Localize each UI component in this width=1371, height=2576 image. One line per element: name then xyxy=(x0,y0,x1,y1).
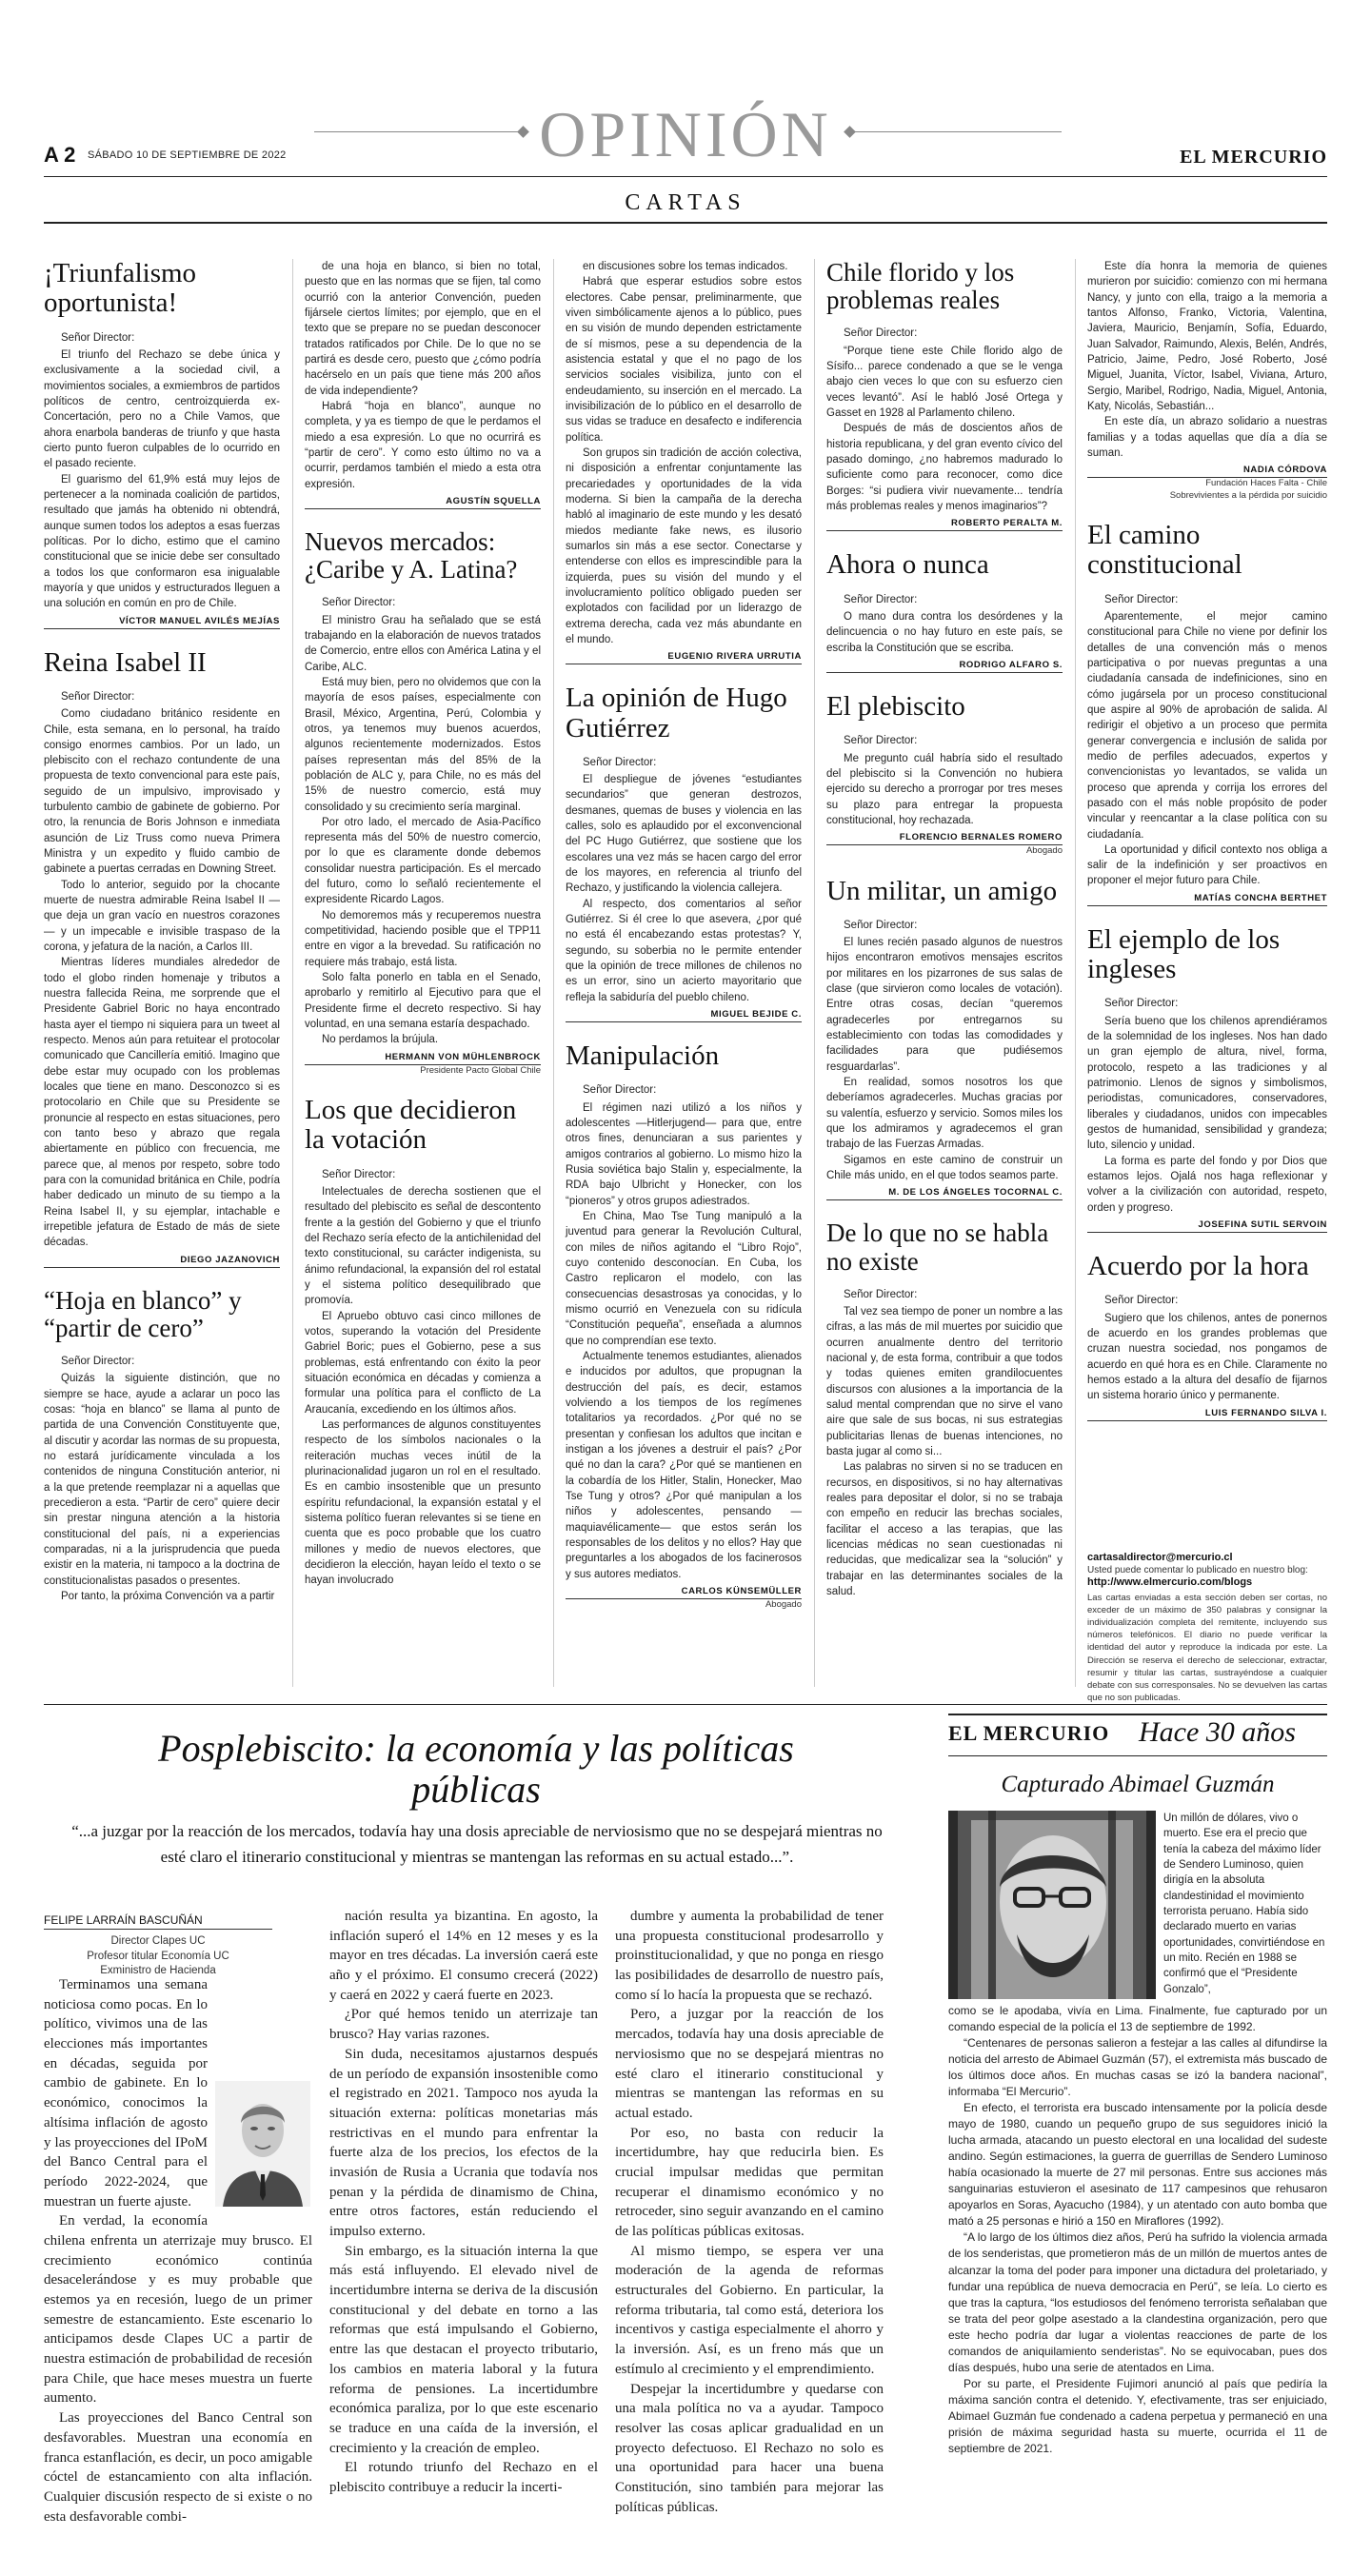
letter-signature: CARLOS KÜNSEMÜLLER xyxy=(566,1586,802,1599)
col-divider xyxy=(292,259,293,1687)
letter-signature-subtitle: Presidente Pacto Global Chile xyxy=(420,1064,541,1076)
letter-paragraph: El Apruebo obtuvo casi cinco millones de votos, superando la votación del Presidente Gabriel Boric; pues el Gobierno, pese a sus problemas, está enfrentando con éxito la peor situación económica en décadas y comienza a formular una política para el conflicto de La Araucanía, excediendo en los últimos años. xyxy=(305,1310,541,1416)
letter-paragraph: En realidad, somos nosotros los que deberíamos agradecerles. Muchas gracias por su valentía, esfuerzo y servicio. Somos miles los que los admiramos y agradecemos el gran trabajo de las Fuerzas Armadas. xyxy=(826,1077,1063,1151)
letter-paragraph: Como ciudadano británico residente en Chile, esta semana, en lo personal, ha traído consigo enormes cambios. Por un lado, un plebiscito con el rechazo contundente de una propuesta de texto convencional para este país, seguido de un impulsivo, improvisado y turbulento cambio de gabinete de gobierno. Por otro, la renuncia de Boris Johnson e inmediata asunción de Liz Truss como nueva Primera Ministra y un expedito y fluido cambio de gabinete a puertas cerradas en Downing Street. xyxy=(44,708,280,876)
letter-title: Reina Isabel II xyxy=(44,646,207,678)
letter-paragraph: en discusiones sobre los temas indicados. xyxy=(583,261,788,272)
column-paragraph: Por eso, no basta con reducir la incertidumbre, hay que reducirla bien. Es crucial impulsar medidas que permitan recuperar el dinamismo económico y no retroceder, sino seguir avanzando en el camino de las políticas públicas exitosas. xyxy=(615,2125,884,2239)
letter-paragraph: En este día, un abrazo solidario a nuestras familias y a todas aquellas que día a día se suman. xyxy=(1087,416,1327,459)
section-title: OPINIÓN xyxy=(539,98,832,170)
letters-column-3 xyxy=(566,259,802,1691)
page-number: A 2 xyxy=(44,143,76,167)
hace30-rule-top xyxy=(948,1714,1327,1715)
column-paragraph: Despejar la incertidumbre y quedarse con una mala política no va a ayudar. Tampoco resolver las cosas aplicar gradualidad en un proyecto defectuoso. El Rechazo no solo es una oportunidad para hacer una buena Constitución, sino también para mejorar las políticas públicas. xyxy=(615,2381,884,2515)
letter-signature: HERMANN VON MÜHLENBROCK xyxy=(305,1052,541,1065)
letter-title: La opinión de Hugo Gutiérrez xyxy=(566,683,787,743)
letter-paragraph: Las palabras no sirven si no se traducen en recursos, en dispositivos, si no hay alternativas reales para depositar el dolor, si no se trabaja con empeño en reducir las brechas sociales, facilitar el acceso a las terapias, que las licencias médicas no sean cuestionadas ni reducidas, que medicalizar sea la “solución” y trabajar en las determinantes sociales de la salud. xyxy=(826,1461,1063,1597)
hace30-paragraph: En efecto, el terrorista era buscado intensamente por la policía desde mayo de 1980, cuando un pequeño grupo de sus seguidores inició la lucha armada, atacando un puesto electoral en una localidad del sudeste andino. Según estimaciones, la guerra de guerrillas de Sendero Luminoso había ocasionado la muerte de 27 mil personas. Entre sus acciones más sanguinarias estuvieron el asesinato de 117 campesinos que rehusaron apoyarlos en Soras, Ayacucho (1984), y un atentado con auto bomba que mató a 25 personas e hirió a 150 en Miraflores (1992). xyxy=(948,2101,1327,2229)
page-date: SÁBADO 10 DE SEPTIEMBRE DE 2022 xyxy=(88,149,287,161)
letter-salutation: Señor Director: xyxy=(844,735,918,747)
letter-paragraph: En China, Mao Tse Tung manipuló a la juventud para generar la Revolución Cultural, con miles de niños agitando el “Libro Rojo”, cuyo contenido desconocían. En Cuba, los Castro replicaron el modelo, con las consecuencias desastrosas ya conocidas, y lo mismo ocurrió en Venezuela con su ridícula “Constitución pequeña”, enseñada a alumnos que no comprendían ese texto. xyxy=(566,1211,802,1347)
letter-salutation: Señor Director: xyxy=(844,919,918,931)
hace30-paragraph: “Centenares de personas salieron a festejar a las calles al difundirse la noticia del arresto de Abimael Guzmán (57), el extremista más buscado de los últimos doce años. En muchas casas se izó la bandera nacional”, informaba “El Mercurio”. xyxy=(948,2036,1327,2099)
letter xyxy=(44,1287,280,1605)
letter-signature: EUGENIO RIVERA URRUTIA xyxy=(566,651,802,664)
header-right-line xyxy=(852,131,1062,132)
letter-paragraph: Al respecto, dos comentarios al señor Gutiérrez. Si él cree lo que asevera, ¿por qué no está él encabezando estas protestas? Y, segundo, su soberbia no le permite entender que la opinión de trece millones de chilenos no es un error, sino un acierto mayoritario que refleja la sabiduría del pueblo chileno. xyxy=(566,898,802,1003)
author-role-2: Profesor titular Economía UC xyxy=(87,1950,229,1962)
letter xyxy=(826,877,1063,1201)
letter-paragraph: No perdamos la brújula. xyxy=(322,1034,439,1046)
letter-salutation: Señor Director: xyxy=(583,756,657,768)
header-left-line xyxy=(314,131,524,132)
letter-paragraph: Quizás la siguiente distinción, que no siempre se hace, ayude a aclarar un poco las cosas: “hoja en blanco” se llama al punto de partida de una Convención Constituyente que, al discutir y acordar las normas de su propuesta, no estará jurídicamente vinculada a los contenidos de ninguna Constitución anterior, ni a la que pretende reemplazar ni a aquellas que precedieron a esta. “Partir de cero” quiere decir sin prestar ninguna atención a la historia constitucional del país, ni a experiencias comparadas, ni a la jurisprudencia que pueda existir en la materia, ni tampoco a la doctrina de constitucionalistas pasados o presentes. xyxy=(44,1373,281,1587)
letter-salutation: Señor Director: xyxy=(322,1168,396,1180)
letter-paragraph: de una hoja en blanco, si bien no total, puesto que en las normas que se fijen, tal como ocurrió con la anterior Convención, pueden fijársele ciertos límites; por ejemplo, que en el texto que se prepare no se puedan desconocer tratados ratificados por Chile. De lo que no se partirá es desde cero, puesto que ¿cómo podría hacérselo en un país que tiene más 200 años de vida independiente? xyxy=(305,261,541,397)
col-divider xyxy=(814,259,815,1687)
mailbox-blog-label: Usted puede comentar lo publicado en nuestro blog: xyxy=(1087,1565,1308,1575)
letter xyxy=(826,1219,1063,1599)
letter-paragraph: Intelectuales de derecha sostienen que el resultado del plebiscito es señal de descontento frente a la gestión del Gobierno y que el triunfo del Rechazo sería efecto de la antichilenidad del texto constitucional, su carácter indigenista, su ánimo refundacional, la expansión del rol estatal y el sistema político desequilibrado que promovía. xyxy=(305,1186,541,1307)
letter-title: Chile florido y los problemas reales xyxy=(826,258,1015,315)
letter-signature-subtitle: Abogado xyxy=(765,1598,802,1610)
letter-paragraph: Solo falta ponerlo en tabla en el Senado, aprobarlo y remitirlo al Ejecutivo para que el Presidente firme el decreto respectivo. Si hay voluntad, en una semana estaría despachado. xyxy=(305,972,541,1031)
letters-column-2 xyxy=(305,259,541,1691)
letter-title: El ejemplo de los ingleses xyxy=(1087,923,1281,985)
letter-signature: MATÍAS CONCHA BERTHET xyxy=(1087,893,1327,906)
letter-title: ¡Triunfalismo oportunista! xyxy=(44,258,197,319)
letter-paragraph: Habrá que esperar estudios sobre estos electores. Cabe pensar, preliminarmente, que viven simbólicamente ajenos a lo público, pues en su visión de mundo dependen estrictamente de sí mismos, pese a su dependencia de la asistencia estatal y que el no pago de los servicios sociales visibiliza, junto con el endeudamiento, su inserción en el mercado. La invisibilización de lo público en el desarrollo de sus vidas se traduce en desafecto e indiferencia política. xyxy=(566,276,802,444)
letter xyxy=(305,528,541,1077)
letter-paragraph: Las performances de algunos constituyentes respecto de los símbolos nacionales o la reiteración muchas veces inútil de la plurinacionalidad jugaron un rol en el resultado. Es en cambio insostenible que un presunto espíritu refundacional, la expansión estatal y el sistema político fueran relevantes si se tiene en cuenta que es poco probable que los cuatro millones y medio de nuevos electores, que decidieron la elección, hayan leído el texto o se hayan involucrado xyxy=(305,1418,541,1587)
letter-paragraph: Me pregunto cuál habría sido el resultado del plebiscito si la Convención no hubiera ejercido su derecho a prorrogar por tres meses su plazo para entregar la propuesta constitucional, hoy rechazada. xyxy=(826,752,1063,826)
hace30-intro: Un millón de dólares, vivo o muerto. Ese era el precio que tenía la cabeza del máximo líder de Sendero Luminoso, quien dirigía en la absoluta clandestinidad el movimiento terrorista peruano. Había sido declarado muerto en varias oportunidades, convirtiéndose en un mito. Recién en 1988 se confirmó que el “Presidente Gonzalo”, xyxy=(1163,1813,1325,1995)
letter-title: Acuerdo por la hora xyxy=(1087,1251,1309,1282)
letter-paragraph: Sería bueno que los chilenos aprendiéramos de la solemnidad de los ingleses. Nos han dado un gran ejemplo de altura, nivel, forma, protocolo, respeto a las tradiciones y al patrimonio. Llenos de signos y simbolismos, periodistas, comunicadores, conservadores, liberales y ciudadanos, unidos con impecables gestos de humanidad, sensibilidad y grandeza; luto, silencio y unidad. xyxy=(1087,1015,1327,1152)
letter-salutation: Señor Director: xyxy=(583,1084,657,1097)
column-paragraph: dumbre y aumenta la probabilidad de tener una propuesta constitucional prodesarrollo y proinstitucionalidad, y que no ponga en riesgo las posibilidades de desarrollo de nuestro país, como sí lo hacía la propuesta que se rechazó. xyxy=(615,1909,884,2003)
column-paragraph: Sin embargo, es la situación interna la que más está influyendo. El elevado nivel de incertidumbre interna se deriva de la discusión constitucional y del debate en torno a las reformas que está impulsando el Gobierno, entre las que destacan el proyecto tributario, los cambios en materia laboral y la futura reforma de pensiones. La incertidumbre económica paraliza, por lo que este escenario se traduce en una caída de la inversión, el crecimiento y la creación de empleo. xyxy=(329,2243,598,2456)
letter xyxy=(826,550,1063,673)
letter-signature: ROBERTO PERALTA M. xyxy=(826,518,1063,531)
letter-paragraph: La oportunidad y dificil contexto nos obliga a salir de la indefinición y ser proactivos en proponer el mejor futuro para Chile. xyxy=(1087,843,1327,887)
column-pullquote: “...a juzgar por la reacción de los mercados, todavía hay una dosis apreciable de nerviosismo que no se despejará mientras no esté claro el itinerario constitucional y mientras se mantengan las reformas en su actual estado...”. xyxy=(71,1822,883,1867)
letter xyxy=(566,1041,802,1611)
column-paragraph: En verdad, la economía chilena enfrenta un aterrizaje muy brusco. El crecimiento económico continúa desacelerándose y es muy probable que estemos ya en recesión, luego de un primer semestre de estancamiento. Este escenario lo anticipamos desde Clapes UC a partir de nuestra estimación de probabilidad de recesión para Chile, que hace meses muestra un fuerte aumento. xyxy=(44,2213,312,2407)
letter-paragraph: Actualmente tenemos estudiantes, alienados e inducidos por adultos, que propugnan la destrucción del país, es decir, estamos volviendo a los tiempos de los regímenes totalitarios ya recordados. ¿Por qué no se presentan y confiesan los adultos que incitan e instigan a los jóvenes a destruir el país? ¿Por qué no dan la cara? ¿Por qué se mantienen en la cobardía de los Hitler, Stalin, Honecker, Mao Tse Tung y otros? ¿Por qué manipulan a los niños y adolescentes, pensando —maquiavélicamente— que estos serán los responsables de los delitos y no ellos? Hay que preguntarles a los abogados de los facinerosos y sus autores mediatos. xyxy=(566,1350,802,1580)
letters-column-1 xyxy=(44,259,280,1691)
letter xyxy=(1087,521,1327,906)
letters-column-4 xyxy=(826,259,1063,1691)
portrait-float-space xyxy=(213,2080,312,2213)
letter-signature: LUIS FERNANDO SILVA I. xyxy=(1087,1408,1327,1421)
letter-paragraph: O mano dura contra los desórdenes y la delincuencia o no hay futuro en este país, se escriba la Constitución que se escriba. xyxy=(826,610,1063,654)
hace30-paragraph: como se le apodaba, vivía en Lima. Finalmente, fue capturado por un comando especial de la policía el 13 de septiembre de 1992. xyxy=(948,2004,1327,2034)
letter-paragraph: Este día honra la memoria de quienes murieron por suicidio: comienzo con mi hermana Nancy, y junto con ella, traigo a la memoria a tantos Alfonso, Franko, Victoria, Valentina, Javiera, Mauricio, Benjamín, Sofía, Eduardo, Juan Salvador, Raimundo, Alexis, Belén, Andrés, Patricio, Jaime, Pedro, José Roberto, José Miguel, Juanita, Víctor, Isabel, Viviana, Arturo, Sergio, Maribel, Rodrigo, Nadia, Miguel, Antonia, Katy, Nicolás, Sebastián... xyxy=(1087,261,1327,412)
letter-signature-subtitle: Abogado xyxy=(1025,845,1063,857)
letter-signature: M. DE LOS ÁNGELES TOCORNAL C. xyxy=(826,1187,1063,1200)
hace30-paragraph: “A lo largo de los últimos diez años, Perú ha sufrido la violencia armada de los senderistas, que prometieron más de un millón de muertos antes de alcanzar la toma del poder para imponer una dictadura del proletariado, y fundar una república de nueva democracia en Perú”, se leía. Lo cierto es que tras la captura, “los estudiosos del fenómeno terrorista señalaban que se trata del peor golpe asestado a la clandestina organización, pero que este hecho podría dar lugar a violentas reacciones de parte de los comandos de aniquilamiento senderistas”. No se equivocaban, pues dos días después, hubo una serie de atentados en Lima. xyxy=(948,2230,1327,2374)
mailbox-email[interactable]: cartasaldirector@mercurio.cl xyxy=(1087,1552,1233,1563)
letter-salutation: Señor Director: xyxy=(1104,1295,1179,1307)
section-rule xyxy=(44,1704,1327,1705)
letter-salutation: Señor Director: xyxy=(61,690,135,703)
letter-salutation: Señor Director: xyxy=(61,1355,135,1367)
column-author-box xyxy=(44,1913,272,1979)
letter-title: De lo que no se habla no existe xyxy=(826,1219,1049,1276)
letter-paragraph: Sigamos en este camino de construir un Chile más unido, en el que todos seamos parte. xyxy=(826,1154,1063,1182)
header-rule xyxy=(44,176,1327,177)
column-paragraph: nación resulta ya bizantina. En agosto, la inflación superó el 14% en 12 meses y es la mayor en tres décadas. La inversión caerá este año y el próximo. El consumo crecerá (2022) y caerá en 2022 y caerá fuerte en 2023. xyxy=(329,1909,598,2003)
mailbox-rules: Las cartas enviadas a esta sección deben ser cortas, no exceder de un máximo de 350 palabras y consignar la individualización completa del remitente, incluyendo sus números telefónicos. El diario no puede verificar la identidad del autor y reproduce la indicada por este. La Dirección se reserva el derecho de seleccionar, extractar, resumir y titular las cartas, sustrayéndose a cualquier debate con sus corresponsales. No se devuelven las cartas que no son publicadas. xyxy=(1087,1593,1327,1703)
brand-logo: EL MERCURIO xyxy=(1180,147,1327,168)
letter-title: Manipulación xyxy=(566,1040,720,1072)
letter-title: Los que decidieron la votación xyxy=(305,1095,517,1156)
letter xyxy=(305,259,541,509)
letter-salutation: Señor Director: xyxy=(844,593,918,605)
letter-paragraph: “Porque tiene este Chile florido algo de Sísifo... parece condenado a que se le venga abajo cien veces lo que con su esfuerzo cien veces levantó”. Así le habló José Ortega y Gasset en 1928 al Parlamento chileno. xyxy=(826,345,1063,419)
letter-signature: AGUSTÍN SQUELLA xyxy=(305,496,541,509)
letter-salutation: Señor Director: xyxy=(844,327,918,340)
letter-paragraph: El triunfo del Rechazo se debe única y exclusivamente a la sociedad civil, a movimientos sociales, a exmiembros de partidos políticos de centro, centroizquierda ex-Concertación, pero no a Chile Vamos, que ahora enarbola banderas de triunfo y que hasta cierto punto fueron culpables de lo ocurrido en el pasado reciente. xyxy=(44,348,280,470)
letter-salutation: Señor Director: xyxy=(322,597,396,609)
letter-title: Ahora o nunca xyxy=(826,549,989,581)
letter xyxy=(1087,1252,1327,1421)
column-paragraph: Sin duda, necesitamos ajustarnos después de un período de expansión insostenible como el registrado en 2021. Tampoco nos ayuda la situación externa: políticas monetarias más restrictivas en el mundo para enfrentar la fuerte alza de los precios, los efectos de la invasión de Rusia a Ucrania que todavía nos penan y la pérdida de dinamismo de China, entre otros factores, están reduciendo el impulso externo. xyxy=(329,2046,598,2239)
cartas-rule xyxy=(44,222,1327,224)
column-title: Posplebiscito: la economía y las políticas públicas xyxy=(158,1727,794,1812)
letter-signature: FLORENCIO BERNALES ROMERO xyxy=(826,832,1063,845)
letter-signature: RODRIGO ALFARO S. xyxy=(826,660,1063,673)
hace30-paragraph: Por su parte, el Presidente Fujimori anunció al país que pediría la máxima sanción contra el detenido. Y, efectivamente, tras ser enjuiciado, Abimael Guzmán fue condenado a cadena perpetua y permaneció en una prisión de máxima seguridad hasta su muerte, ocurrida el 11 de septiembre de 2021. xyxy=(948,2376,1327,2455)
letter-paragraph: El despliegue de jóvenes “estudiantes secundarios” que generan destrozos, desmanes, quemas de buses y violencia en las calles, solo es aplaudido por el exconvencional del PC Hugo Gutiérrez, que sostiene que los escolares una vez más se hacen cargo del error de los mayores, en referencia al triunfo del Rechazo, y justificando la violencia callejera. xyxy=(566,774,802,895)
author-role-1: Director Clapes UC xyxy=(110,1935,206,1947)
column-paragraph: Al mismo tiempo, se espera ver una moderación de la agenda de reformas estructurales del Gobierno. En particular, la reforma tributaria, tal como está, deteriora los incentivos y castiga especialmente el ahorro y la inversión. Así, es un freno más que un estímulo al crecimiento y el emprendimiento. xyxy=(615,2243,884,2377)
letter-signature: VÍCTOR MANUEL AVILÉS MEJÍAS xyxy=(44,616,280,629)
col-divider xyxy=(1075,259,1076,1687)
letter xyxy=(826,259,1063,531)
hace30-rule-bottom xyxy=(948,1755,1327,1756)
column-text-1 xyxy=(44,1975,312,2525)
letter-signature: DIEGO JAZANOVICH xyxy=(44,1255,280,1268)
column-paragraph: ¿Por qué hemos tenido un aterrizaje tan brusco? Hay varias razones. xyxy=(329,2007,598,2043)
letter-paragraph: El lunes recién pasado algunos de nuestros hijos encontraron emotivos mensajes escritos por militares en los pizarrones de sus salas de clase (que sirvieron como locales de votación). Entre otras cosas, decían “queremos agradecerles por entregarnos su establecimiento con todas las comodidades y facilidades para que pudiésemos resguardarlas”. xyxy=(826,937,1063,1073)
letter-paragraph: La forma es parte del fondo y por Dios que estamos lejos. Ojalá nos haga reflexionar y volver a la civilización con autoridad, respeto, orden y progreso. xyxy=(1087,1155,1327,1214)
letter-paragraph: Todo lo anterior, seguido por la chocante muerte de nuestra admirable Reina Isabel II —que deja un gran vacío en nuestros corazones— y un impecable e invisible traspaso de la corona, y jefatura de la nación, a Carlos III. xyxy=(44,879,280,954)
letter-title: El camino constitucional xyxy=(1087,519,1242,581)
mailbox-info xyxy=(1087,1552,1327,1704)
letter-paragraph: Aparentemente, el mejor camino constitucional para Chile no viene por definir los detalles de una convención más o menos participativa o por nuevas preguntas a una ciudadanía cansada de indefiniciones, sino en cómo jugársela por un proceso constitucional que aspire al 90% de aprobación de salida. Al redirigir el objetivo a un proceso que permita generar convergencia e inclusión de salida por medio de perfiles adecuados, expertos y convencionistas yo levantados, se valida un proceso que aprenda y corrija los errores del pasado con el más noble propósito de poder vincular y reencantar a la clase política con su ciudadanía. xyxy=(1087,610,1327,841)
letter-paragraph: Está muy bien, pero no olvidemos que con la mayoría de esos países, especialmente con Brasil, México, Argentina, Perú, Colombia y otros, ya tenemos muy buenos acuerdos, algunos recientemente modernizados. Estos países representan más del 85% de la población de ALC y, para Chile, no es más del 15% de nuestro comercio, está muy consolidado y su crecimiento sería marginal. xyxy=(305,676,541,813)
letter-signature: MIGUEL BEJIDE C. xyxy=(566,1009,802,1022)
letter xyxy=(1087,925,1327,1233)
letter-paragraph: Después de más de doscientos años de historia republicana, y del gran evento cívico del pasado domingo, ¿no habremos madurado lo suficiente como para reconocer, como dice Borges: “si pudiera vivir nuevamente... tendría más problemas reales y menos imaginarios”? xyxy=(826,423,1063,512)
column-paragraph: Las proyecciones del Banco Central son desfavorables. Muestran una economía en franca estanflación, es decir, un poco amigable cóctel de estancamiento con alta inflación. Cualquier discusión respecto de si existe o no esta desfavorable combi- xyxy=(44,2410,312,2525)
hace30-text xyxy=(948,2003,1327,2507)
hace30-tag: Hace 30 años xyxy=(1139,1716,1296,1748)
letter-signature: NADIA CÓRDOVA xyxy=(1087,465,1327,478)
letter-salutation: Señor Director: xyxy=(844,1288,918,1300)
column-text-2 xyxy=(329,1907,598,2508)
author-role-3: Exministro de Hacienda xyxy=(100,1965,216,1977)
col-divider xyxy=(553,259,554,1687)
letter xyxy=(566,684,802,1022)
letter-title: El plebiscito xyxy=(826,690,965,722)
letter-salutation: Señor Director: xyxy=(1104,593,1179,605)
letter xyxy=(826,692,1063,858)
letters-column-5 xyxy=(1087,259,1327,1620)
letter xyxy=(305,1096,541,1588)
letter-paragraph: El ministro Grau ha señalado que se está trabajando en la elaboración de nuevos tratados de Comercio, entre ellos con América Latina y el Caribe, ALC. xyxy=(305,614,541,673)
author-name: FELIPE LARRAÍN BASCUÑÁN xyxy=(44,1913,272,1930)
letter-paragraph: El guarismo del 61,9% está muy lejos de pertenecer a la nominada coalición de partidos, resultado que jamás ha obtenido ni obtendrá, aunque sumen todos los adeptos a esas fuerzas políticas. Por lo dicho, estimo que el camino constitucional que se inicie debe ser consultado a todos los que conformaron esa inigualable mayoría y que unidos y estructurados lleguen a una solución en común en pro de Chile. xyxy=(44,473,280,610)
letter xyxy=(44,648,280,1268)
letter-salutation: Señor Director: xyxy=(61,331,135,344)
letter-signature-subtitle: Fundación Haces Falta - Chile Sobrevivientes a la pérdida por suicidio xyxy=(1169,478,1327,501)
letter-paragraph: Mientras líderes mundiales alrededor de todo el globo rinden homenaje y tributos a nuestra fallecida Reina, me sorprende que el Presidente Gabriel Boric no haya encontrado hasta ayer el tiempo ni siquiera para un tweet al respecto. Menos aún para retuitear el protocolar comunicado que Cancillería emitió. Imagino que debe estar muy ocupado con los problemas locales que tiene en mano. Desconozco si es protocolario en Chile que su Presidente se pronuncie al respecto en estas situaciones, pero con tanto beso y abrazo que regala abiertamente en público con frecuencia, me parece que, al menos por respeto, sobre todo para con la comunidad británica en Chile, podría haber dedicado un minuto de su tiempo a la Reina Isabel II, y su ejemplar, intachable e irrepetible jefatura de Estado de más de siete décadas. xyxy=(44,957,280,1249)
letter xyxy=(44,259,280,629)
letter-title: Un militar, un amigo xyxy=(826,875,1058,906)
letter-paragraph: El régimen nazi utilizó a los niños y adolescentes —Hitlerjugend— para que, entre otros fines, denunciaran a sus parientes y amigos contrarios al gobierno. Lo mismo hizo la Rusia soviética bajo Stalin y, especialmente, la RDA bajo Ulbricht y Honecker, con los “pioneros” y otros grupos adiestrados. xyxy=(566,1101,802,1207)
column-text-3 xyxy=(615,1907,884,2515)
letter-signature: JOSEFINA SUTIL SERVOIN xyxy=(1087,1219,1327,1233)
letter-paragraph: Por tanto, la próxima Convención va a partir xyxy=(61,1590,275,1602)
column-paragraph: El rotundo triunfo del Rechazo en el plebiscito contribuye a reducir la incerti- xyxy=(329,2460,598,2495)
column-paragraph: Terminamos una semana noticiosa como pocas. En lo político, vivimos una de las elecciones más importantes en décadas, seguida por cambio de gabinete. En lo económico, conocimos la altísima inflación de agosto y las proyecciones del IPoM del Banco Central para el período 2022-2024, que muestran un fuerte ajuste. xyxy=(44,1977,208,2209)
column-paragraph: Pero, a juzgar por la reacción de los mercados, todavía hay una dosis apreciable de nerviosismo que no se despejará mientras no esté claro el itinerario constitucional y mientras se mantengan las reformas en su actual estado. xyxy=(615,2007,884,2121)
letter-paragraph: Tal vez sea tiempo de poner un nombre a las cifras, a las más de mil muertes por suicidio que ocurren anualmente dentro del territorio nacional y, de esta forma, contribuir a que todos y todas quienes emiten grandilocuentes discursos con alusiones a la importancia de la salud mental comprendan que no sirve el vano aire que sale de sus bocas, ni sus estrategias publicitarias llenas de buenas intenciones, no basta jugar al como si... xyxy=(826,1306,1063,1457)
letter xyxy=(1087,259,1327,502)
hace30-brand: EL MERCURIO xyxy=(948,1721,1110,1745)
guzman-photo xyxy=(948,1811,1156,1999)
letter-paragraph: Habrá “hoja en blanco”, aunque no completa, y ya es tiempo de que le perdamos el miedo a esa expresión. Lo que no ocurrirá es “partir de cero”. Y como esto último no va a ocurrir, perdamos también el miedo a esta otra expresión. xyxy=(305,400,541,490)
letter-salutation: Señor Director: xyxy=(1104,998,1179,1010)
letter-title: “Hoja en blanco” y “partir de cero” xyxy=(44,1285,242,1342)
letter-paragraph: Por otro lado, el mercado de Asia-Pacífico representa más del 50% de nuestro comercio, por lo que es claramente donde debemos consolidar nuestra participación. Es el mercado del futuro, como lo señaló recientemente el expresidente Ricardo Lagos. xyxy=(305,816,541,906)
mailbox-blog-link[interactable]: http://www.elmercurio.com/blogs xyxy=(1087,1576,1253,1588)
letter-title: Nuevos mercados: ¿Caribe y A. Latina? xyxy=(305,526,518,585)
letter-paragraph: Sugiero que los chilenos, antes de ponernos de acuerdo en los grandes problemas que cruzan nuestra sociedad, nos pongamos de acuerdo en qué hora es en Chile. Claramente no hemos estado a la altura del desafío de fijarnos un sistema horario único y permanente. xyxy=(1087,1312,1327,1402)
subsection-title: CARTAS xyxy=(625,190,746,215)
letter xyxy=(566,259,802,664)
letter-paragraph: Son grupos sin tradición de acción colectiva, ni disposición a enfrentar conjuntamente las precariedades y oportunidades de la vida moderna. Si bien la campaña de la derecha habló al imaginario de este mundo y les desató miedos mediante fake news, es ilusorio sumarlos sin más a ese sector. Conectarse y entenderse con ellos es imprescindible para la izquierda, pues su visión del mundo y el involucramiento político obligado pueden ser explotados con facilidad por un liderazgo de extrema derecha, cada vez más abundante en el mundo. xyxy=(566,446,802,645)
hace30-title: Capturado Abimael Guzmán xyxy=(1001,1772,1275,1797)
letter-paragraph: No demoremos más y recuperemos nuestra competitividad, haciendo posible que el TPP11 entre en vigor a la brevedad. Su ratificación no requiere más trabajo, está lista. xyxy=(305,909,541,968)
